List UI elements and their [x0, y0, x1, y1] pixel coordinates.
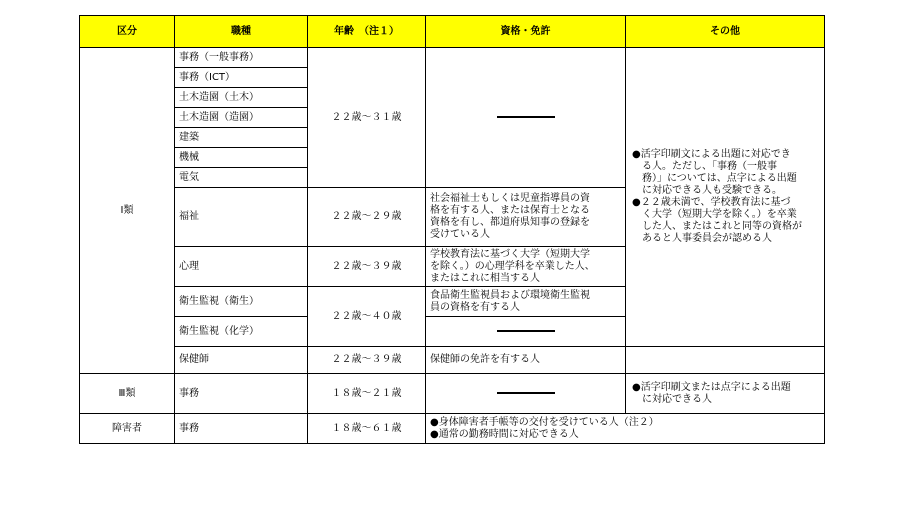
header-sonota: その他 — [626, 16, 825, 48]
job-eisei-eisei: 衛生監視（衛生） — [175, 287, 308, 317]
job-shinri: 心理 — [175, 247, 308, 287]
header-shokushu: 職種 — [175, 16, 308, 48]
table-row — [80, 414, 825, 444]
job-doboku-zoen: 土木造園（造園） — [175, 108, 308, 128]
header-kubun: 区分 — [80, 16, 175, 48]
qual-eisei: 食品衛生監視員および環境衛生監視 員の資格を有する人 — [426, 287, 626, 317]
eligibility-table — [79, 15, 825, 444]
qual-shinri: 学校教育法に基づく大学（短期大学 を除く。）の心理学科を卒業した人、 またはこれに相当する人 — [426, 247, 626, 287]
job-kikai: 機械 — [175, 148, 308, 168]
group3-age: １８歳～２１歳 — [308, 374, 426, 414]
job-fukushi: 福祉 — [175, 188, 308, 247]
disabled-label: 障害者 — [80, 414, 175, 444]
dash-mark — [497, 116, 555, 118]
age-shinri: ２２歳～３９歳 — [308, 247, 426, 287]
qual-fukushi: 社会福祉士もしくは児童指導員の資 格を有する人、または保育士となる 資格を有し、都道府県知事の登録を 受けている人 — [426, 188, 626, 247]
group3-other: ●活字印刷文または点字による出題 に対応できる人 — [626, 374, 825, 414]
job-jimu-ippan: 事務（一般事務） — [175, 48, 308, 68]
age-hokenshi: ２２歳～３９歳 — [308, 347, 426, 374]
group3-job: 事務 — [175, 374, 308, 414]
job-jimu-ict: 事務（ICT） — [175, 68, 308, 88]
job-eisei-kagaku: 衛生監視（化学） — [175, 317, 308, 347]
qual-none-general — [426, 48, 626, 188]
age-eisei: ２２歳～４０歳 — [308, 287, 426, 347]
header-nenrei: 年齢 （注１） — [308, 16, 426, 48]
job-denki: 電気 — [175, 168, 308, 188]
age-general: ２２歳～３１歳 — [308, 48, 426, 188]
job-doboku-doboku: 土木造園（土木） — [175, 88, 308, 108]
job-hokenshi: 保健師 — [175, 347, 308, 374]
qual-hokenshi: 保健師の免許を有する人 — [426, 347, 626, 374]
age-fukushi: ２２歳～２９歳 — [308, 188, 426, 247]
dash-mark — [497, 392, 555, 394]
disabled-age: １８歳～６１歳 — [308, 414, 426, 444]
group3-label: Ⅲ類 — [80, 374, 175, 414]
table-row — [80, 374, 825, 414]
table-row — [80, 347, 825, 374]
header-shikaku: 資格・免許 — [426, 16, 626, 48]
group1-other: ●活字印刷文による出題に対応でき る人。ただし、「事務（一般事 務）」については、点字による出題 に対応できる人も受験できる。 ●２２歳未満で、学校教育法に基づ く大学（短期大学を除く。）を卒業 した人、またはこれと同等の資格が あると人事委員会が認める人 — [626, 48, 825, 347]
dash-mark — [497, 330, 555, 332]
group3-qual-none — [426, 374, 626, 414]
qual-none-kagaku — [426, 317, 626, 347]
job-kenchiku: 建築 — [175, 128, 308, 148]
disabled-notes: ●身体障害者手帳等の交付を受けている人（注２） ●通常の勤務時間に対応できる人 — [426, 414, 825, 444]
table-row — [80, 48, 825, 68]
group1-label: Ⅰ類 — [80, 48, 175, 374]
disabled-job: 事務 — [175, 414, 308, 444]
group1-other-empty — [626, 347, 825, 374]
header-row — [80, 16, 825, 48]
